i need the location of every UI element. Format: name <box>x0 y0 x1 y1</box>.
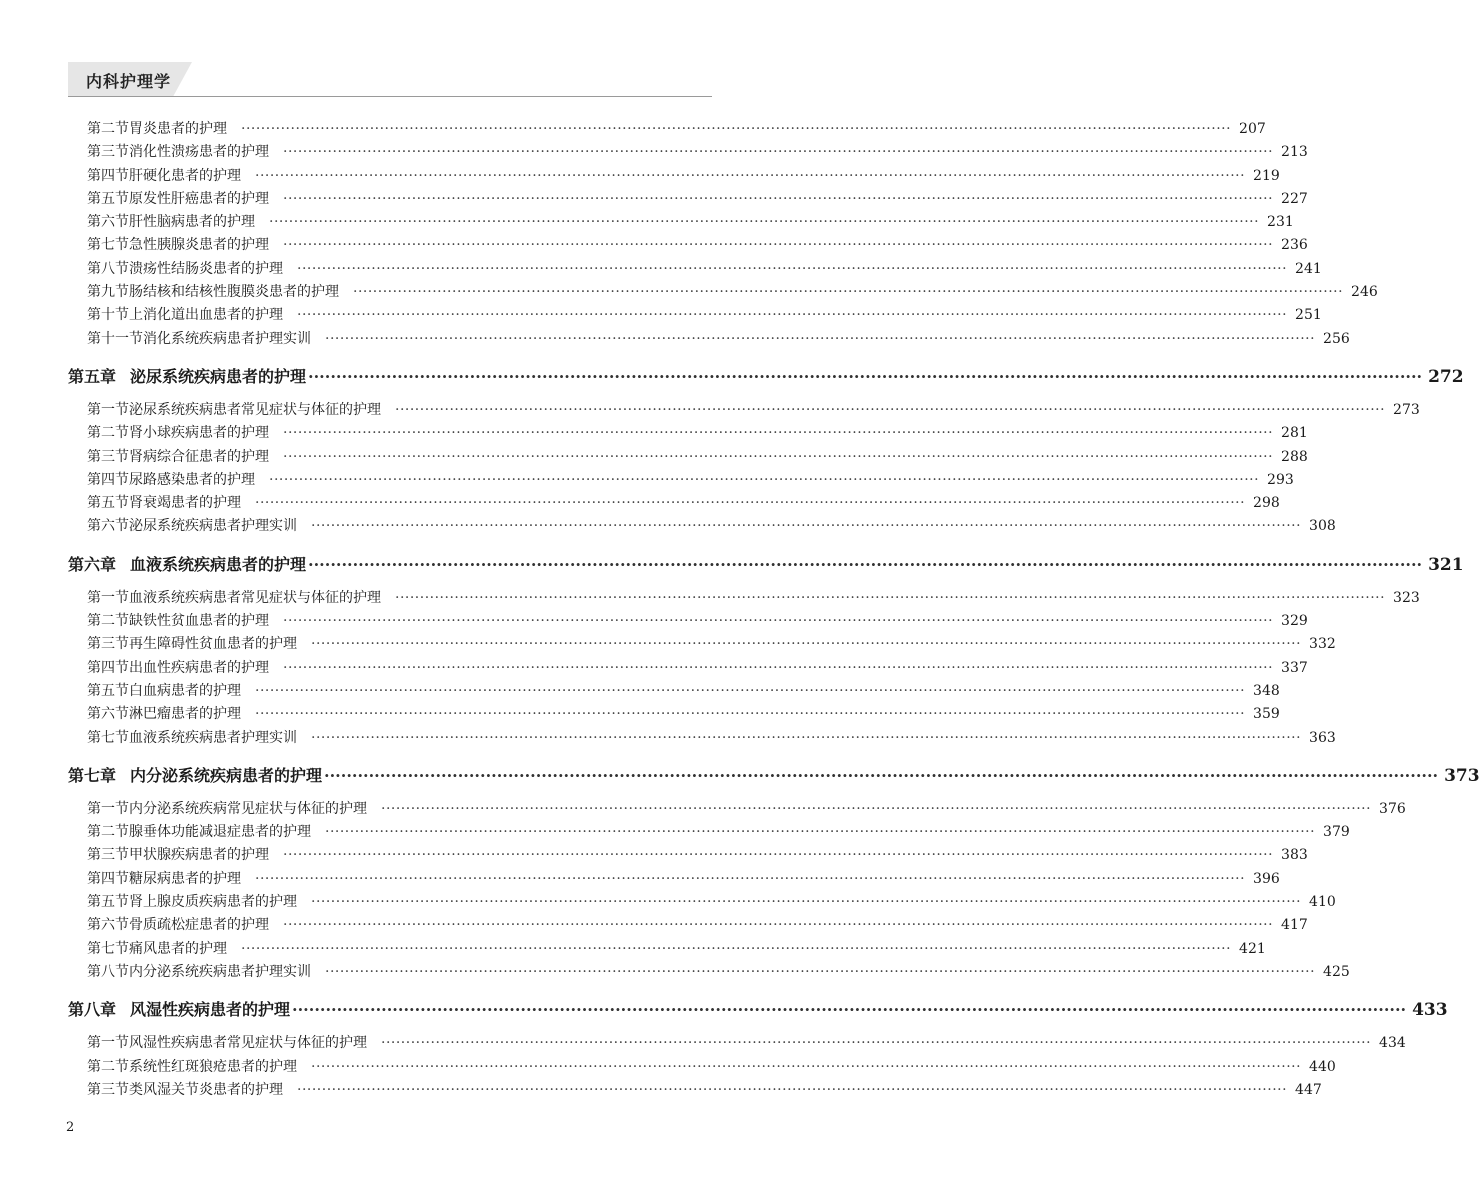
section-number: 第一节 <box>87 1035 129 1052</box>
section-number: 第十一节 <box>87 330 143 347</box>
section-title: 肠结核和结核性腹膜炎患者的护理 <box>129 284 339 301</box>
toc-entry[interactable] <box>68 821 1350 844</box>
section-number: 第二节 <box>87 1058 129 1075</box>
dot-leader: ········································································································································································································ <box>283 917 1274 934</box>
chapter-title: 内分泌系统疾病患者的护理 <box>130 765 323 785</box>
toc-entry[interactable] <box>68 118 1266 141</box>
section-title: 急性胰腺炎患者的护理 <box>129 237 269 254</box>
section-title: 肝性脑病患者的护理 <box>129 214 255 231</box>
continued-sections <box>68 118 1378 351</box>
section-page-number: 298 <box>1253 495 1280 512</box>
section-title: 糖尿病患者的护理 <box>129 870 241 887</box>
section-title: 缺铁性贫血患者的护理 <box>129 613 269 630</box>
section-number: 第七节 <box>87 940 129 957</box>
dot-leader: ········································································································································································································ <box>311 1058 1302 1075</box>
toc-entry[interactable] <box>68 399 1420 422</box>
section-page-number: 236 <box>1281 237 1308 254</box>
chapter-block <box>68 359 1464 539</box>
section-page-number: 246 <box>1351 284 1378 301</box>
dot-leader: ········································································································································································································ <box>255 495 1246 512</box>
section-title: 上消化道出血患者的护理 <box>129 307 283 324</box>
section-number: 第七节 <box>87 237 129 254</box>
dot-leader: ········································································································································································································ <box>395 589 1386 606</box>
section-page-number: 337 <box>1281 659 1308 676</box>
section-number: 第二节 <box>87 824 129 841</box>
section-title: 腺垂体功能减退症患者的护理 <box>129 824 311 841</box>
chapter-block <box>68 547 1464 750</box>
dot-leader: ········································································································································································································ <box>308 366 1423 386</box>
dot-leader: ········································································································································································································ <box>297 1081 1288 1098</box>
toc-entry[interactable] <box>68 680 1280 703</box>
section-number: 第七节 <box>87 729 129 746</box>
toc-entry[interactable] <box>68 1032 1406 1055</box>
section-number: 第二节 <box>87 425 129 442</box>
header-rule <box>68 96 712 97</box>
toc-entry[interactable] <box>68 610 1308 633</box>
dot-leader: ········································································································································································································ <box>283 237 1274 254</box>
dot-leader: ········································································································································································································ <box>297 260 1288 277</box>
section-title: 再生障碍性贫血患者的护理 <box>129 636 297 653</box>
section-title: 溃疡性结肠炎患者的护理 <box>129 260 283 277</box>
section-title: 消化系统疾病患者护理实训 <box>143 330 311 347</box>
toc-entry[interactable] <box>68 703 1280 726</box>
dot-leader: ········································································································································································································ <box>381 1035 1372 1052</box>
section-number: 第五节 <box>87 894 129 911</box>
section-title: 白血病患者的护理 <box>129 682 241 699</box>
section-title: 系统性红斑狼疮患者的护理 <box>129 1058 297 1075</box>
section-title: 肾衰竭患者的护理 <box>129 495 241 512</box>
chapter-number: 第七章 <box>68 765 117 785</box>
section-page-number: 440 <box>1309 1058 1336 1075</box>
toc-entry[interactable] <box>68 492 1280 515</box>
section-page-number: 273 <box>1393 401 1420 418</box>
toc-entry[interactable] <box>68 868 1280 891</box>
section-title: 淋巴瘤患者的护理 <box>129 706 241 723</box>
section-page-number: 241 <box>1295 260 1322 277</box>
section-page-number: 421 <box>1239 940 1266 957</box>
dot-leader: ········································································································································································································ <box>325 330 1316 347</box>
section-title: 肾小球疾病患者的护理 <box>129 425 269 442</box>
section-number: 第六节 <box>87 706 129 723</box>
chapter-page-number: 272 <box>1428 366 1464 387</box>
section-number: 第四节 <box>87 167 129 184</box>
section-number: 第二节 <box>87 121 129 137</box>
dot-leader: ········································································································································································································ <box>283 190 1274 207</box>
section-title: 消化性溃疡患者的护理 <box>129 144 269 161</box>
section-title: 出血性疾病患者的护理 <box>129 659 269 676</box>
dot-leader: ········································································································································································································ <box>308 554 1423 574</box>
dot-leader: ········································································································································································································ <box>381 800 1372 817</box>
chapter-page-number: 433 <box>1412 1000 1448 1021</box>
dot-leader: ········································································································································································································ <box>269 471 1260 488</box>
section-page-number: 227 <box>1281 190 1308 207</box>
section-number: 第四节 <box>87 659 129 676</box>
toc-entry[interactable] <box>68 141 1308 164</box>
section-page-number: 213 <box>1281 144 1308 161</box>
dot-leader: ········································································································································································································ <box>395 401 1386 418</box>
section-number: 第四节 <box>87 471 129 488</box>
chapter-block <box>68 758 1480 984</box>
section-number: 第四节 <box>87 870 129 887</box>
section-page-number: 231 <box>1267 214 1294 231</box>
section-title: 泌尿系统疾病患者常见症状与体征的护理 <box>129 401 381 418</box>
section-title: 甲状腺疾病患者的护理 <box>129 847 269 864</box>
section-title: 类风湿关节炎患者的护理 <box>129 1081 283 1098</box>
section-number: 第一节 <box>87 589 129 606</box>
section-number: 第六节 <box>87 917 129 934</box>
section-page-number: 383 <box>1281 847 1308 864</box>
dot-leader: ········································································································································································································ <box>325 824 1316 841</box>
toc-entry[interactable] <box>68 234 1308 257</box>
section-page-number: 425 <box>1323 963 1350 980</box>
section-title: 骨质疏松症患者的护理 <box>129 917 269 934</box>
section-number: 第二节 <box>87 613 129 630</box>
section-title: 内分泌系统疾病患者护理实训 <box>129 963 311 980</box>
section-number: 第六节 <box>87 518 129 535</box>
toc-entry[interactable] <box>68 328 1350 351</box>
section-number: 第八节 <box>87 963 129 980</box>
section-page-number: 207 <box>1239 121 1266 137</box>
toc-entry[interactable] <box>68 844 1308 867</box>
toc-entry[interactable] <box>68 938 1266 961</box>
dot-leader: ········································································································································································································ <box>269 214 1260 231</box>
section-page-number: 323 <box>1393 589 1420 606</box>
section-page-number: 293 <box>1267 471 1294 488</box>
dot-leader: ········································································································································································································ <box>311 729 1302 746</box>
dot-leader: ········································································································································································································ <box>255 167 1246 184</box>
section-number: 第三节 <box>87 448 129 465</box>
section-page-number: 281 <box>1281 425 1308 442</box>
section-title: 血液系统疾病患者常见症状与体征的护理 <box>129 589 381 606</box>
section-number: 第五节 <box>87 682 129 699</box>
section-title: 胃炎患者的护理 <box>129 121 227 137</box>
toc-entry[interactable] <box>68 1079 1322 1102</box>
dot-leader: ········································································································································································································ <box>311 636 1302 653</box>
dot-leader: ········································································································································································································ <box>325 963 1316 980</box>
header-title: 内科护理学 <box>86 72 172 91</box>
toc-entry[interactable] <box>68 727 1336 750</box>
section-number: 第六节 <box>87 214 129 231</box>
chapter-heading[interactable] <box>68 359 1464 395</box>
toc-entry[interactable] <box>68 961 1350 984</box>
dot-leader: ········································································································································································································ <box>255 870 1246 887</box>
chapter-block <box>68 992 1448 1102</box>
section-page-number: 396 <box>1253 870 1280 887</box>
section-title: 痛风患者的护理 <box>129 940 227 957</box>
toc-entry[interactable] <box>68 1056 1336 1079</box>
toc-entry[interactable] <box>68 914 1308 937</box>
dot-leader: ········································································································································································································ <box>283 613 1274 630</box>
dot-leader: ········································································································································································································ <box>255 682 1246 699</box>
chapter-number: 第八章 <box>68 1000 117 1020</box>
toc-entry[interactable] <box>68 446 1308 469</box>
chapter-number: 第六章 <box>68 554 117 574</box>
chapter-title: 风湿性疾病患者的护理 <box>130 1000 291 1020</box>
toc-entry[interactable] <box>68 281 1378 304</box>
chapter-heading[interactable] <box>68 992 1448 1028</box>
dot-leader: ········································································································································································································ <box>297 307 1288 324</box>
dot-leader: ········································································································································································································ <box>353 284 1344 301</box>
section-number: 第十节 <box>87 307 129 324</box>
section-page-number: 434 <box>1379 1035 1406 1052</box>
section-page-number: 348 <box>1253 682 1280 699</box>
section-page-number: 410 <box>1309 894 1336 911</box>
table-of-contents <box>68 118 1480 1102</box>
toc-entry[interactable] <box>68 469 1294 492</box>
section-page-number: 447 <box>1295 1081 1322 1098</box>
section-number: 第九节 <box>87 284 129 301</box>
section-page-number: 329 <box>1281 613 1308 630</box>
section-page-number: 376 <box>1379 800 1406 817</box>
section-page-number: 363 <box>1309 729 1336 746</box>
dot-leader: ········································································································································································································ <box>283 448 1274 465</box>
section-title: 肝硬化患者的护理 <box>129 167 241 184</box>
section-page-number: 359 <box>1253 706 1280 723</box>
chapter-heading[interactable] <box>68 547 1464 583</box>
chapter-sections <box>68 587 1420 750</box>
section-number: 第一节 <box>87 800 129 817</box>
chapter-sections <box>68 399 1420 539</box>
chapter-heading[interactable] <box>68 758 1480 794</box>
section-page-number: 417 <box>1281 917 1308 934</box>
dot-leader: ········································································································································································································ <box>324 765 1439 785</box>
section-number: 第五节 <box>87 190 129 207</box>
section-number: 第一节 <box>87 401 129 418</box>
section-page-number: 332 <box>1309 636 1336 653</box>
dot-leader: ········································································································································································································ <box>283 144 1274 161</box>
toc-entry[interactable] <box>68 587 1420 610</box>
toc-entry[interactable] <box>68 422 1308 445</box>
dot-leader: ········································································································································································································ <box>283 425 1274 442</box>
chapter-sections <box>68 1032 1406 1102</box>
dot-leader: ········································································································································································································ <box>292 1000 1407 1020</box>
dot-leader: ········································································································································································································ <box>241 121 1232 137</box>
toc-entry[interactable] <box>68 657 1308 680</box>
dot-leader: ········································································································································································································ <box>255 706 1246 723</box>
section-page-number: 308 <box>1309 518 1336 535</box>
section-number: 第三节 <box>87 847 129 864</box>
dot-leader: ········································································································································································································ <box>283 659 1274 676</box>
toc-entry[interactable] <box>68 165 1280 188</box>
section-number: 第五节 <box>87 495 129 512</box>
chapter-title: 血液系统疾病患者的护理 <box>130 554 307 574</box>
section-title: 泌尿系统疾病患者护理实训 <box>129 518 297 535</box>
toc-entry[interactable] <box>68 515 1336 538</box>
section-page-number: 379 <box>1323 824 1350 841</box>
section-title: 原发性肝癌患者的护理 <box>129 190 269 207</box>
toc-entry[interactable] <box>68 798 1406 821</box>
section-number: 第八节 <box>87 260 129 277</box>
page-number: 2 <box>66 1120 75 1135</box>
section-page-number: 251 <box>1295 307 1322 324</box>
chapter-number: 第五章 <box>68 366 117 386</box>
section-title: 风湿性疾病患者常见症状与体征的护理 <box>129 1035 367 1052</box>
chapter-page-number: 373 <box>1444 765 1480 786</box>
section-title: 内分泌系统疾病常见症状与体征的护理 <box>129 800 367 817</box>
dot-leader: ········································································································································································································ <box>241 940 1232 957</box>
section-page-number: 288 <box>1281 448 1308 465</box>
toc-entry[interactable] <box>68 211 1294 234</box>
section-title: 血液系统疾病患者护理实训 <box>129 729 297 746</box>
running-header <box>68 62 712 96</box>
chapter-title: 泌尿系统疾病患者的护理 <box>130 366 307 386</box>
section-page-number: 256 <box>1323 330 1350 347</box>
dot-leader: ········································································································································································································ <box>311 518 1302 535</box>
section-page-number: 219 <box>1253 167 1280 184</box>
section-title: 尿路感染患者的护理 <box>129 471 255 488</box>
toc-entry[interactable] <box>68 258 1322 281</box>
section-title: 肾病综合征患者的护理 <box>129 448 269 465</box>
section-number: 第三节 <box>87 144 129 161</box>
toc-entry[interactable] <box>68 304 1322 327</box>
chapter-page-number: 321 <box>1428 554 1464 575</box>
toc-entry[interactable] <box>68 188 1308 211</box>
dot-leader: ········································································································································································································ <box>311 894 1302 911</box>
toc-entry[interactable] <box>68 891 1336 914</box>
dot-leader: ········································································································································································································ <box>283 847 1274 864</box>
section-number: 第三节 <box>87 1081 129 1098</box>
section-number: 第三节 <box>87 636 129 653</box>
chapter-sections <box>68 798 1406 984</box>
section-title: 肾上腺皮质疾病患者的护理 <box>129 894 297 911</box>
toc-entry[interactable] <box>68 633 1336 656</box>
